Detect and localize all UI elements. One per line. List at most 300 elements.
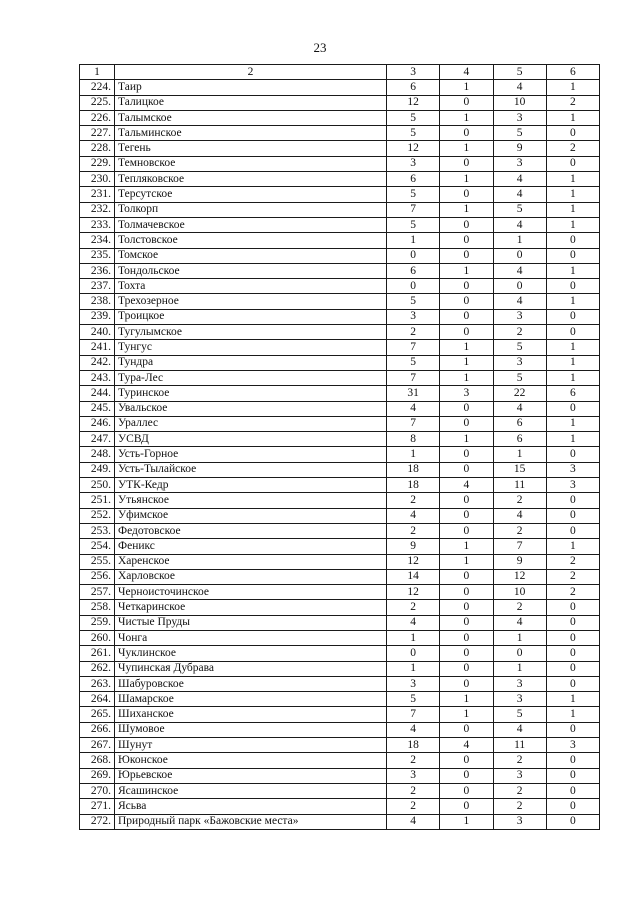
value-cell: 3 [493,309,546,324]
value-cell: 9 [493,554,546,569]
value-cell: 3 [493,692,546,707]
column-header: 6 [546,65,599,80]
organization-name: Ясашинское [115,783,387,798]
value-cell: 4 [493,187,546,202]
value-cell: 0 [440,447,493,462]
organization-name: Харловское [115,569,387,584]
value-cell: 5 [387,187,440,202]
value-cell: 2 [546,585,599,600]
value-cell: 1 [546,217,599,232]
row-number: 230. [80,172,115,187]
row-number: 255. [80,554,115,569]
value-cell: 6 [546,386,599,401]
row-number: 249. [80,462,115,477]
row-number: 237. [80,279,115,294]
organization-name: Шиханское [115,707,387,722]
organization-name: Тугулымское [115,325,387,340]
value-cell: 1 [440,554,493,569]
row-number: 236. [80,263,115,278]
table-row [80,156,600,171]
value-cell: 4 [493,294,546,309]
value-cell: 2 [493,493,546,508]
organization-name: Четкаринское [115,600,387,615]
table-row [80,110,600,125]
value-cell: 0 [387,646,440,661]
row-number: 238. [80,294,115,309]
value-cell: 0 [440,248,493,263]
value-cell: 1 [546,340,599,355]
value-cell: 14 [387,569,440,584]
value-cell: 2 [387,600,440,615]
value-cell: 12 [387,95,440,110]
value-cell: 6 [387,172,440,187]
row-number: 251. [80,493,115,508]
value-cell: 4 [387,814,440,829]
value-cell: 1 [440,263,493,278]
organization-name: Утьянское [115,493,387,508]
organization-name: Шумовое [115,722,387,737]
row-number: 232. [80,202,115,217]
value-cell: 4 [387,615,440,630]
value-cell: 0 [440,722,493,737]
value-cell: 31 [387,386,440,401]
table-row [80,493,600,508]
value-cell: 6 [387,80,440,95]
value-cell: 7 [387,370,440,385]
value-cell: 2 [493,799,546,814]
value-cell: 1 [546,202,599,217]
organization-name: Юрьевское [115,768,387,783]
table-row [80,630,600,645]
value-cell: 3 [493,768,546,783]
value-cell: 0 [546,615,599,630]
organization-name: Терсутское [115,187,387,202]
value-cell: 0 [440,783,493,798]
row-number: 246. [80,416,115,431]
row-number: 256. [80,569,115,584]
organization-name: Тундра [115,355,387,370]
row-number: 233. [80,217,115,232]
value-cell: 0 [546,753,599,768]
value-cell: 7 [387,416,440,431]
organization-name: Чуклинское [115,646,387,661]
row-number: 268. [80,753,115,768]
organization-name: Тепляковское [115,172,387,187]
value-cell: 1 [493,447,546,462]
organization-name: Тегень [115,141,387,156]
value-cell: 9 [387,539,440,554]
table-row [80,799,600,814]
value-cell: 3 [493,110,546,125]
value-cell: 1 [493,630,546,645]
value-cell: 0 [387,248,440,263]
value-cell: 8 [387,432,440,447]
value-cell: 10 [493,95,546,110]
value-cell: 15 [493,462,546,477]
value-cell: 5 [387,126,440,141]
value-cell: 1 [440,172,493,187]
value-cell: 1 [440,80,493,95]
value-cell: 0 [440,799,493,814]
organization-name: Тохта [115,279,387,294]
table-row [80,478,600,493]
value-cell: 0 [493,646,546,661]
row-number: 234. [80,233,115,248]
table-row [80,707,600,722]
value-cell: 0 [440,462,493,477]
value-cell: 3 [387,676,440,691]
organization-name: Талымское [115,110,387,125]
row-number: 266. [80,722,115,737]
table-row [80,355,600,370]
value-cell: 0 [546,646,599,661]
column-header: 3 [387,65,440,80]
row-number: 253. [80,523,115,538]
value-cell: 1 [546,370,599,385]
table-row [80,523,600,538]
value-cell: 5 [493,126,546,141]
table-row [80,126,600,141]
table-row [80,309,600,324]
value-cell: 4 [493,80,546,95]
value-cell: 1 [387,661,440,676]
value-cell: 1 [440,110,493,125]
value-cell: 1 [493,233,546,248]
row-number: 226. [80,110,115,125]
value-cell: 0 [440,615,493,630]
value-cell: 3 [546,478,599,493]
organization-name: Толстовское [115,233,387,248]
value-cell: 11 [493,478,546,493]
value-cell: 0 [546,676,599,691]
value-cell: 4 [493,722,546,737]
value-cell: 6 [493,432,546,447]
value-cell: 0 [546,508,599,523]
value-cell: 5 [387,692,440,707]
column-header: 4 [440,65,493,80]
value-cell: 3 [493,355,546,370]
value-cell: 1 [546,110,599,125]
value-cell: 0 [546,126,599,141]
value-cell: 0 [440,294,493,309]
value-cell: 12 [387,141,440,156]
value-cell: 0 [440,309,493,324]
row-number: 247. [80,432,115,447]
value-cell: 1 [546,263,599,278]
organization-name: Юконское [115,753,387,768]
row-number: 228. [80,141,115,156]
row-number: 261. [80,646,115,661]
value-cell: 5 [387,110,440,125]
value-cell: 1 [440,355,493,370]
table-row [80,447,600,462]
row-number: 259. [80,615,115,630]
table-row [80,554,600,569]
row-number: 252. [80,508,115,523]
value-cell: 1 [440,370,493,385]
table-row [80,386,600,401]
row-number: 225. [80,95,115,110]
row-number: 270. [80,783,115,798]
table-row [80,600,600,615]
value-cell: 0 [440,600,493,615]
value-cell: 4 [387,722,440,737]
value-cell: 0 [440,493,493,508]
table-row [80,325,600,340]
table-row [80,95,600,110]
value-cell: 18 [387,462,440,477]
row-number: 229. [80,156,115,171]
row-number: 264. [80,692,115,707]
value-cell: 2 [546,141,599,156]
value-cell: 0 [546,309,599,324]
value-cell: 1 [440,707,493,722]
value-cell: 1 [440,692,493,707]
table-row [80,172,600,187]
value-cell: 1 [546,355,599,370]
table-row [80,248,600,263]
table-row [80,768,600,783]
value-cell: 2 [387,523,440,538]
value-cell: 2 [493,600,546,615]
row-number: 267. [80,738,115,753]
value-cell: 4 [387,508,440,523]
value-cell: 4 [387,401,440,416]
value-cell: 6 [387,263,440,278]
value-cell: 0 [440,585,493,600]
table-row [80,508,600,523]
value-cell: 18 [387,478,440,493]
value-cell: 5 [493,707,546,722]
value-cell: 9 [493,141,546,156]
value-cell: 0 [440,676,493,691]
row-number: 250. [80,478,115,493]
row-number: 263. [80,676,115,691]
organization-name: Усть-Горное [115,447,387,462]
value-cell: 12 [493,569,546,584]
table-row [80,738,600,753]
value-cell: 3 [493,676,546,691]
organization-name: Шамарское [115,692,387,707]
table-row [80,722,600,737]
value-cell: 2 [493,523,546,538]
value-cell: 2 [387,325,440,340]
table-row [80,753,600,768]
value-cell: 1 [440,432,493,447]
table-row [80,783,600,798]
table-row [80,615,600,630]
organization-name: Ураллес [115,416,387,431]
organization-name: Таир [115,80,387,95]
value-cell: 0 [546,156,599,171]
row-number: 241. [80,340,115,355]
value-cell: 4 [440,478,493,493]
value-cell: 0 [440,325,493,340]
value-cell: 1 [440,539,493,554]
value-cell: 1 [440,141,493,156]
organization-name: УСВД [115,432,387,447]
value-cell: 1 [546,80,599,95]
value-cell: 1 [440,340,493,355]
organization-name: Шабуровское [115,676,387,691]
value-cell: 0 [546,248,599,263]
value-cell: 0 [440,233,493,248]
data-table [79,64,600,830]
row-number: 231. [80,187,115,202]
table-row [80,141,600,156]
organization-name: Туринское [115,386,387,401]
table-row [80,585,600,600]
value-cell: 0 [440,630,493,645]
table-row [80,340,600,355]
table-row [80,294,600,309]
table-row [80,462,600,477]
value-cell: 2 [387,753,440,768]
value-cell: 0 [440,569,493,584]
table-row [80,279,600,294]
value-cell: 5 [493,202,546,217]
value-cell: 3 [440,386,493,401]
value-cell: 1 [493,661,546,676]
value-cell: 1 [387,447,440,462]
organization-name: Харенское [115,554,387,569]
table-row [80,80,600,95]
row-number: 224. [80,80,115,95]
value-cell: 0 [440,661,493,676]
column-header: 2 [115,65,387,80]
value-cell: 0 [546,630,599,645]
table-row [80,202,600,217]
value-cell: 0 [440,187,493,202]
value-cell: 12 [387,554,440,569]
value-cell: 3 [387,309,440,324]
value-cell: 2 [387,783,440,798]
value-cell: 0 [546,661,599,676]
value-cell: 2 [493,325,546,340]
organization-name: Усть-Тылайское [115,462,387,477]
table-row [80,187,600,202]
value-cell: 0 [440,646,493,661]
organization-name: Тура-Лес [115,370,387,385]
row-number: 257. [80,585,115,600]
value-cell: 4 [493,615,546,630]
row-number: 269. [80,768,115,783]
organization-name: Тондольское [115,263,387,278]
value-cell: 0 [546,233,599,248]
value-cell: 0 [440,416,493,431]
row-number: 242. [80,355,115,370]
value-cell: 2 [546,569,599,584]
page-number: 23 [313,40,327,55]
row-number: 271. [80,799,115,814]
value-cell: 18 [387,738,440,753]
value-cell: 0 [440,508,493,523]
value-cell: 2 [493,783,546,798]
table-row [80,539,600,554]
row-number: 260. [80,630,115,645]
value-cell: 5 [387,217,440,232]
value-cell: 0 [546,325,599,340]
value-cell: 0 [546,523,599,538]
table-row [80,432,600,447]
organization-name: Трехозерное [115,294,387,309]
value-cell: 5 [493,340,546,355]
organization-name: Троицкое [115,309,387,324]
value-cell: 4 [493,172,546,187]
value-cell: 10 [493,585,546,600]
organization-name: Толкорп [115,202,387,217]
row-number: 243. [80,370,115,385]
value-cell: 2 [387,799,440,814]
organization-name: Томское [115,248,387,263]
table-row [80,263,600,278]
value-cell: 0 [546,814,599,829]
table-row [80,676,600,691]
value-cell: 2 [493,753,546,768]
organization-name: Тальминское [115,126,387,141]
value-cell: 22 [493,386,546,401]
value-cell: 0 [546,799,599,814]
value-cell: 3 [546,462,599,477]
value-cell: 1 [546,416,599,431]
value-cell: 3 [493,814,546,829]
row-number: 254. [80,539,115,554]
organization-name: Федотовское [115,523,387,538]
row-number: 240. [80,325,115,340]
organization-name: Толмачевское [115,217,387,232]
value-cell: 0 [440,156,493,171]
value-cell: 1 [546,294,599,309]
table-row [80,692,600,707]
row-number: 245. [80,401,115,416]
value-cell: 0 [387,279,440,294]
value-cell: 11 [493,738,546,753]
value-cell: 5 [387,355,440,370]
row-number: 244. [80,386,115,401]
table-body [80,80,600,830]
table-row [80,401,600,416]
organization-name: Уфимское [115,508,387,523]
column-header: 5 [493,65,546,80]
value-cell: 1 [546,432,599,447]
row-number: 239. [80,309,115,324]
value-cell: 0 [440,126,493,141]
table-row [80,814,600,829]
value-cell: 0 [546,401,599,416]
row-number: 265. [80,707,115,722]
value-cell: 2 [546,554,599,569]
value-cell: 0 [546,783,599,798]
value-cell: 0 [440,95,493,110]
value-cell: 0 [440,217,493,232]
organization-name: Талицкое [115,95,387,110]
table-row [80,370,600,385]
organization-name: Ясьва [115,799,387,814]
value-cell: 0 [546,447,599,462]
table-row [80,416,600,431]
row-number: 227. [80,126,115,141]
value-cell: 2 [387,493,440,508]
value-cell: 3 [493,156,546,171]
table-row [80,233,600,248]
value-cell: 4 [493,401,546,416]
value-cell: 4 [493,217,546,232]
value-cell: 0 [440,753,493,768]
organization-name: УТК-Кедр [115,478,387,493]
value-cell: 2 [546,95,599,110]
value-cell: 1 [546,692,599,707]
value-cell: 4 [493,263,546,278]
